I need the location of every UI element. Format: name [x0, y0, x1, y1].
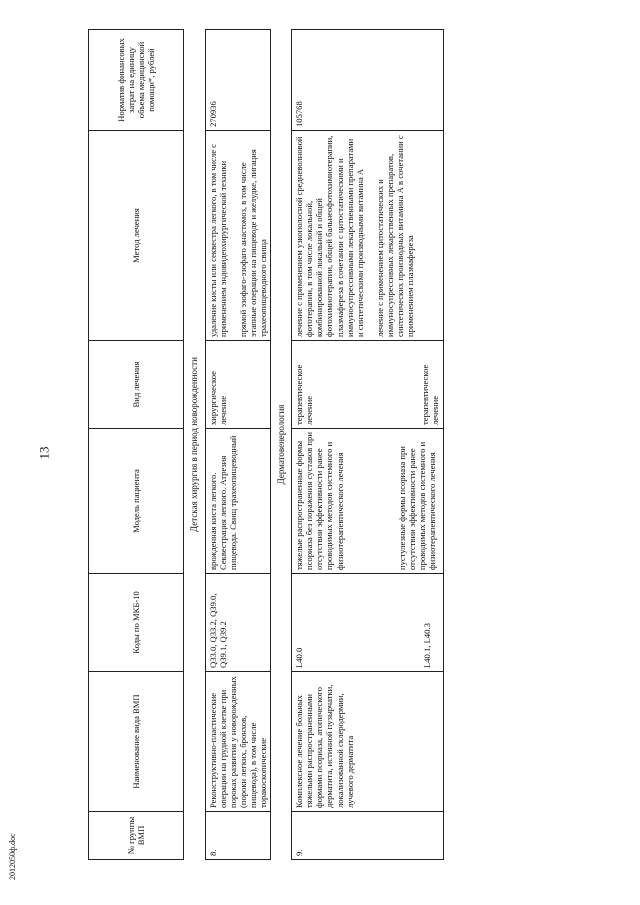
row-9-vmp-name: Комплексное лечение больных тяжелыми распространенными формами псориаза, атопического дерматита, истинной пузырчатки, локализованной склеродермии, лучевого дерматита — [292, 672, 443, 812]
section-title-neonatal-surgery: Детская хирургия в период новорожденности — [184, 30, 206, 860]
table-row — [292, 30, 443, 860]
row-8-number: 8. — [205, 812, 270, 860]
row-9-type-a: терапевтическое лечение — [294, 364, 315, 425]
row-8-cost-norm: 270936 — [205, 30, 270, 131]
page-number: 13 — [36, 446, 52, 460]
vmp-table — [88, 29, 444, 860]
row-9-treatment-method — [292, 131, 443, 341]
row-9-treatment-type — [292, 341, 443, 429]
row-8-patient-model: врожденная киста легкого. Секвестрация легкого. Атрезия пищевода. Свищ трахеопищеводный — [205, 429, 270, 574]
header-treatment-type: Вид лечения — [89, 341, 184, 429]
section-row — [270, 30, 292, 860]
row-8-method-1: удаление кисты или секвестра легкого, в том числе с применением эндовидеохирургической техники — [207, 144, 228, 337]
header-vmp-name: Наименование вида ВМП — [89, 672, 184, 812]
header-patient-model: Модель пациента — [89, 429, 184, 574]
section-row — [184, 30, 206, 860]
rotated-table-container — [88, 30, 578, 860]
row-9-model-a: тяжелые распространенные формы псориаза без поражения суставов при отсутствии эффективности ранее проводимых методов системного и физиотерапевтического лечения — [294, 432, 345, 570]
row-9-patient-model — [292, 429, 443, 574]
row-8-treatment-method — [205, 131, 270, 341]
row-9-codes-b: L40.1, L40.3 — [422, 623, 433, 668]
header-group-number: № группы ВМП — [89, 812, 184, 860]
header-cost-norm: Норматив финансовых затрат на единицу объема медицинской помощи*, рублей — [89, 30, 184, 131]
row-9-model-b: пустулезные формы псориаза при отсутствии эффективности ранее проводимых методов системного и физиотерапевтического лечения — [396, 441, 437, 570]
row-9-type-b: терапевтическое лечение — [420, 364, 441, 425]
section-title-dermatovenereology: Дерматовенерология — [270, 30, 292, 860]
header-treatment-method: Метод лечения — [89, 131, 184, 341]
row-9-number: 9. — [292, 812, 443, 860]
row-9-method-b: лечение с применением цитостатических и иммуносупрессивных лекарственных препаратов, синтетических производных витамина А в сочетании с применением плазмафереза — [374, 135, 415, 337]
row-9-method-a: лечение с применением узкополосной средневолновой фототерапии, в том числе локальной, комбинированной локальной и общей фотохимиотерапии, общей бальнеофотохимиотерапии, плазмафереза в сочетании с цитостатическими и иммуносупрессивными лекарственными препаратами и синтетическими производными витамина А — [294, 135, 365, 337]
row-9-icd-codes — [292, 574, 443, 672]
table-header-row — [89, 30, 184, 860]
row-8-treatment-type: хирургическое лечение — [205, 341, 270, 429]
row-9-cost-norm: 105768 — [292, 30, 443, 131]
row-8-method-2: прямой эзофаго-эзофаго анастомоз, в том числе этапные операции на пищеводе и желудке, лигация трахеопищеводного свища — [237, 149, 268, 337]
row-8-icd-codes: Q33.0, Q33.2, Q39.0, Q39.1, Q39.2 — [205, 574, 270, 672]
table-row — [205, 30, 270, 860]
header-icd-codes: Коды по МКБ-10 — [89, 574, 184, 672]
row-9-codes-a: L40.0 — [294, 647, 305, 668]
row-8-vmp-name: Реконструктивно-пластические операции на грудной клетке при пороках развития у новорожденных (пороки легких, бронхов, пищевода), в том числе торакоскопические — [205, 672, 270, 812]
document-code: 2012050ф.doc — [8, 833, 17, 880]
